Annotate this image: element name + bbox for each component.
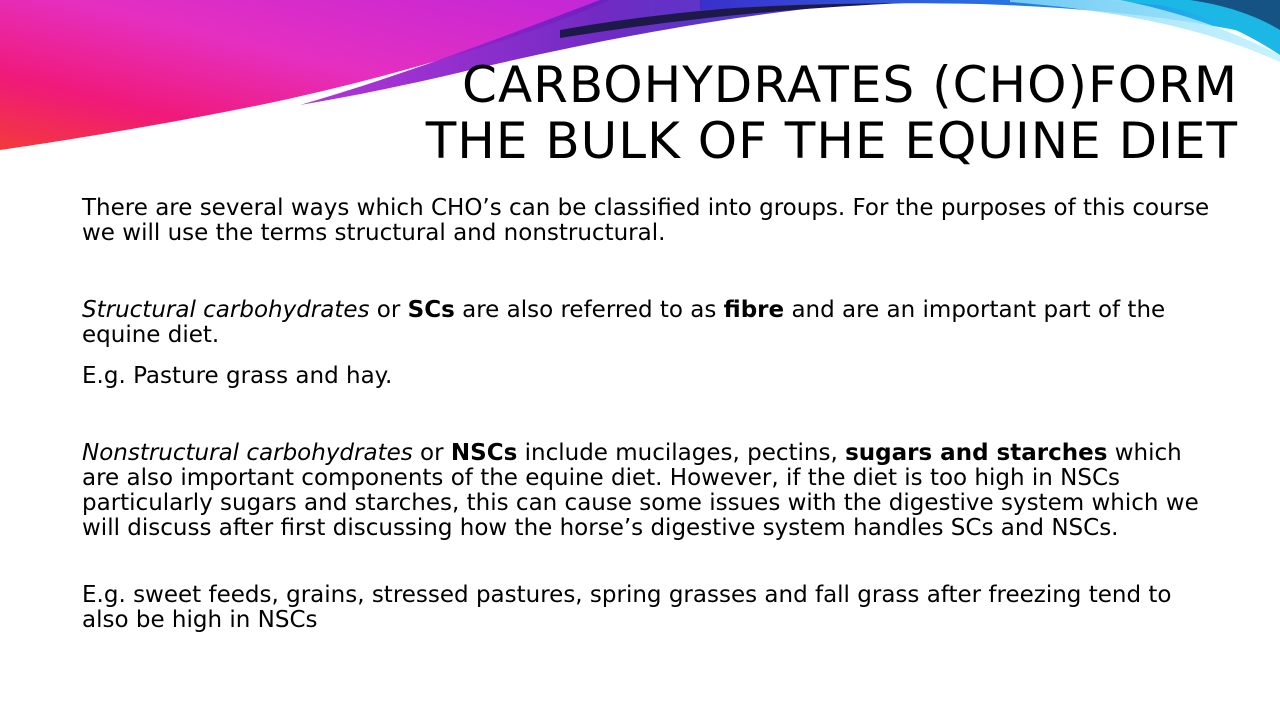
structural-mid: are also referred to as xyxy=(454,297,724,323)
nonstructural-mid: include mucilages, pectins, xyxy=(517,440,846,466)
sugars-starches-term: sugars and starches xyxy=(845,440,1108,466)
nonstructural-paragraph xyxy=(82,441,1212,541)
fibre-term: fibre xyxy=(723,297,785,323)
intro-paragraph: There are several ways which CHO’s can be classified into groups. For the purposes of this course we will use the terms structural and nonstructural. xyxy=(82,195,1210,246)
structural-example: E.g. Pasture grass and hay. xyxy=(82,363,393,389)
structural-term: Structural carbohydrates xyxy=(82,297,370,323)
structural-end: and are an important part of the equine diet. xyxy=(82,297,1166,348)
nonstructural-abbr: NSCs xyxy=(450,440,518,466)
structural-abbr: SCs xyxy=(407,297,455,323)
nonstructural-term: Nonstructural carbohydrates xyxy=(82,440,413,466)
slide-title xyxy=(338,57,1238,169)
nonstructural-or: or xyxy=(412,440,451,466)
title-line-1: CARBOHYDRATES (CHO)FORM xyxy=(462,56,1238,114)
title-line-2: THE BULK OF THE EQUINE DIET xyxy=(425,112,1238,170)
structural-or: or xyxy=(369,297,408,323)
structural-paragraph xyxy=(82,298,1212,348)
nonstructural-example: E.g. sweet feeds, grains, stressed pastures, spring grasses and fall grass after freezing tend to also be high in NSCs xyxy=(82,582,1172,633)
nonstructural-end: which are also important components of the equine diet. However, if the diet is too high in NSCs particularly sugars and starches, this can cause some issues with the digestive system which we will discuss after first discussing how the horse’s digestive system handles SCs and NSCs. xyxy=(82,440,1199,541)
